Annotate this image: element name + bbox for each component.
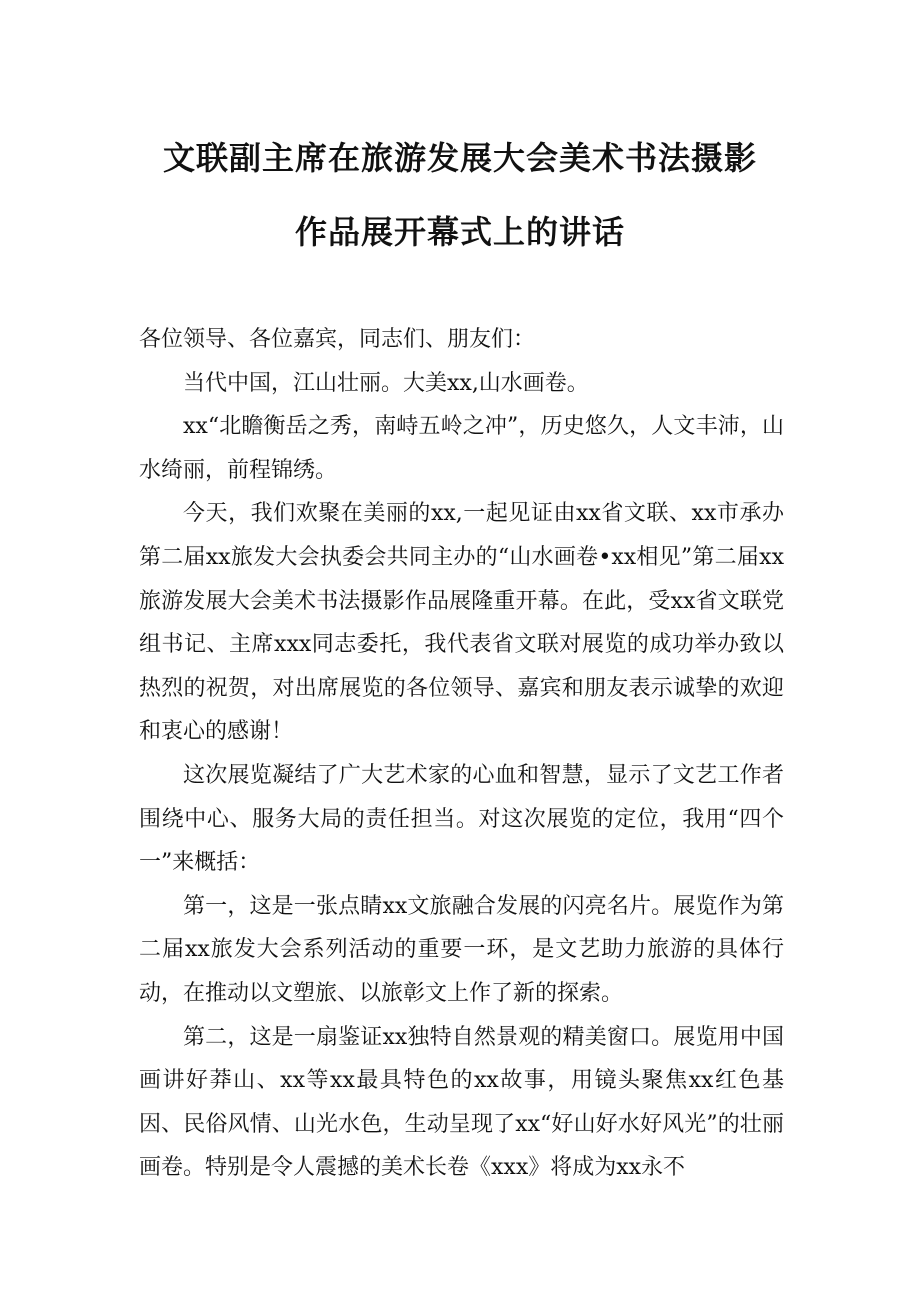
document-title-line-2: 作品展开幕式上的讲话 <box>294 213 625 251</box>
paragraph-5: 第一，这是一张点睛xx文旅融合发展的闪亮名片。展览作为第二届xx旅发大会系列活动的重要一环，是文艺助力旅游的具体行动，在推动以文塑旅、以旅彰文上作了新的探索。 <box>139 893 784 1006</box>
paragraph-3: 今天，我们欢聚在美丽的xx,一起见证由xx省文联、xx市承办第二届xx旅发大会执委会共同主办的“山水画卷•xx相见”第二届xx旅游发展大会美术书法摄影作品展隆重开幕。在此，受xx省文联党组书记、主席xxx同志委托，我代表省文联对展览的成功举办致以热烈的祝贺，对出席展览的各位领导、嘉宾和朋友表示诚挚的欢迎和衷心的感谢！ <box>139 501 784 745</box>
salutation: 各位领导、各位嘉宾，同志们、朋友们： <box>139 327 536 352</box>
paragraph-4: 这次展览凝结了广大艺术家的心血和智慧，显示了文艺工作者围绕中心、服务大局的责任担当。对这次展览的定位，我用“四个一”来概括： <box>139 762 784 876</box>
document-title-line-1: 文联副主席在旅游发展大会美术书法摄影 <box>162 139 757 177</box>
paragraph-6: 第二，这是一扇鉴证xx独特自然景观的精美窗口。展览用中国画讲好莽山、xx等xx最具特色的xx故事，用镜头聚焦xx红色基因、民俗风情、山光水色，生动呈现了xx“好山好水好风光”的壮丽画卷。特别是令人震撼的美术长卷《xxx》将成为xx永不 <box>139 1024 784 1181</box>
paragraph-2: xx“北瞻衡岳之秀，南峙五岭之冲”，历史悠久，人文丰沛，山水绮丽，前程锦绣。 <box>139 414 784 483</box>
paragraph-1: 当代中国，江山壮丽。大美xx,山水画卷。 <box>183 370 589 396</box>
document-body <box>139 318 784 1190</box>
